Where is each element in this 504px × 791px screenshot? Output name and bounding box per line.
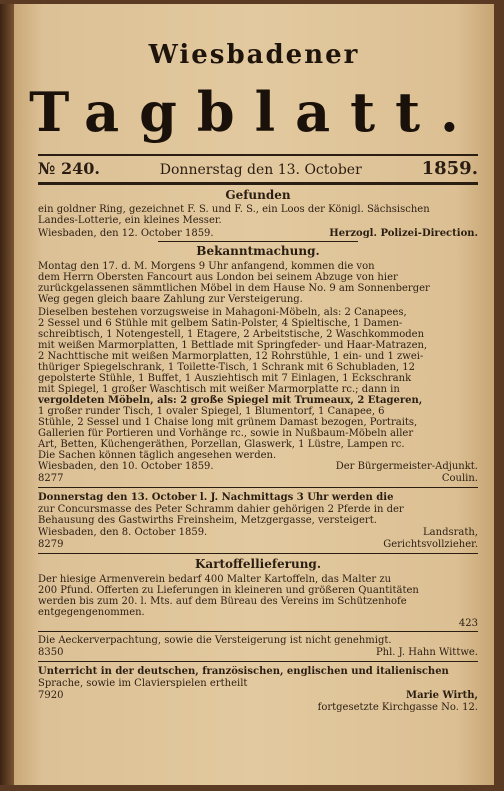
masthead-rule-bottom [38,182,478,185]
separator [158,241,358,242]
ad3-number: 8279 [38,539,64,550]
ad2-line: mit weißen Marmorplatten, 1 Bettlade mit Springfeder- und Haar-Matrazen, [38,340,428,351]
masthead-rule-top [38,154,478,156]
ad2-title: Bekanntmachung. [196,244,320,258]
separator [38,661,478,662]
ad5-signature: Phl. J. Hahn Wittwe. [375,647,478,658]
ad5-footer [38,647,478,658]
ad2-line: Die Sachen können täglich angesehen werden. [38,450,277,461]
separator [38,487,478,488]
ad1-line: ein goldner Ring, gezeichnet F. S. und F. S., ein Loos der Königl. Sächsischen [38,204,430,215]
ad2-line: 2 Nachttische mit weißen Marmorplatten, 12 Rohrstühle, 1 ein- und 1 zwei- [38,351,424,362]
ad4-line: entgegengenommen. [38,607,145,618]
ad2-signature-line2: Coulin. [441,473,478,484]
issue-year: 1859. [421,158,478,179]
ad2-footer-2 [38,473,478,484]
ad5-line: Die Aeckerverpachtung, sowie die Versteigerung ist nicht genehmigt. [38,635,392,646]
ad2-signature-line1: Der Bürgermeister-Adjunkt. [335,461,478,472]
newspaper-page [14,4,494,785]
ad2-line: schreibtisch, 1 Notengestell, 1 Etagere, 2 Arbeitstische, 2 Waschkommoden [38,329,425,340]
masthead-issue-row [38,158,478,180]
ad2-line: vergoldeten Möbeln, als: 2 große Spiegel mit Trumeaux, 2 Etageren, [38,395,423,406]
ad3-footer [38,527,478,538]
ad2-line: Dieselben bestehen vorzugsweise in Mahagoni-Möbeln, als: 2 Canapees, [38,307,407,318]
ad2-line: zurückgelassenen sämmtlichen Möbel in dem Hause No. 9 am Sonnenberger [38,283,430,294]
ad3-signature-line1: Landsrath, [423,527,478,538]
book-spine [0,4,14,785]
ad2-line: gepolsterte Stühle, 1 Buffet, 1 Ausziehtisch mit 7 Einlagen, 1 Eckschrank [38,373,412,384]
ad6-line: Sprache, sowie im Clavierspielen ertheilt [38,678,248,689]
ad2-line: dem Herrn Obersten Fancourt aus London bei seinem Abzuge von hier [38,272,398,283]
separator [38,631,478,632]
ad2-number: 8277 [38,473,64,484]
ad4-number: 423 [458,618,478,629]
ad2-line: mit Spiegel, 1 großer Waschtisch mit weißer Marmorplatte rc.; dann in [38,384,400,395]
ad4-line: Der hiesige Armenverein bedarf 400 Malter Kartoffeln, das Malter zu [38,574,392,585]
ad2-line: Gallerien für Portieren und Vorhänge rc., sowie in Nußbaum-Möbeln aller [38,428,414,439]
ad2-line: 2 Sessel und 6 Stühle mit gelbem Satin-Polster, 4 Spieltische, 1 Damen- [38,318,403,329]
ad3-date: Wiesbaden, den 8. October 1859. [38,527,208,538]
ad1-signature: Herzogl. Polizei-Direction. [329,228,478,239]
separator [38,553,478,554]
ad4-line: 200 Pfund. Offerten zu Lieferungen in kleineren und größeren Quantitäten [38,585,419,596]
ad4-line: werden bis zum 20. l. Mts. auf dem Büreau des Vereins im Schützenhofe [38,596,407,607]
ad6-address: fortgesetzte Kirchgasse No. 12. [317,702,478,713]
masthead-title-line2: Tagblatt. [29,80,479,144]
ad2-line: Weg gegen gleich baare Zahlung zur Versteigerung. [38,294,303,305]
ad6-name: Marie Wirth, [406,690,478,701]
ad2-line: Art, Betten, Küchengeräthen, Porzellan, Glaswerk, 1 Lüstre, Lampen rc. [38,439,405,450]
ad2-line: Stühle, 2 Sessel und 1 Chaise long mit grünem Damast bezogen, Portraits, [38,417,418,428]
ad1-date: Wiesbaden, den 12. October 1859. [38,228,214,239]
ad4-title: Kartoffellieferung. [194,557,321,571]
issue-number: № 240. [38,159,100,178]
ad6-number: 7920 [38,690,64,701]
ad2-footer [38,461,478,472]
ad6-line: Unterricht in der deutschen, französischen, englischen und italienischen [38,666,449,677]
ad3-line: Donnerstag den 13. October l. J. Nachmittags 3 Uhr werden die [38,492,394,503]
masthead-title-line1: Wiesbadener [148,40,360,70]
ad2-line: 1 großer runder Tisch, 1 ovaler Spiegel, 1 Blumentorf, 1 Canapee, 6 [38,406,385,417]
ad3-footer-2 [38,539,478,550]
issue-date: Donnerstag den 13. October [159,162,362,178]
ad6-footer [38,690,478,701]
ad3-line: Behausung des Gastwirths Freinsheim, Metzgergasse, versteigert. [38,515,377,526]
ad5-number: 8350 [38,647,64,658]
ad1-line: Landes-Lotterie, ein kleines Messer. [38,215,222,226]
ad2-date: Wiesbaden, den 10. October 1859. [38,461,214,472]
ad1-title: Gefunden [225,188,291,202]
ad2-line: Montag den 17. d. M. Morgens 9 Uhr anfangend, kommen die von [38,261,375,272]
ad3-signature-line2: Gerichtsvollzieher. [383,539,478,550]
ad2-line: thüriger Spiegelschrank, 1 Toilette-Tisch, 1 Schrank mit 6 Schubladen, 12 [38,362,415,373]
ad1-footer [38,228,478,239]
ad3-line: zur Concursmasse des Peter Schramm dahier gehörigen 2 Pferde in der [38,504,404,515]
